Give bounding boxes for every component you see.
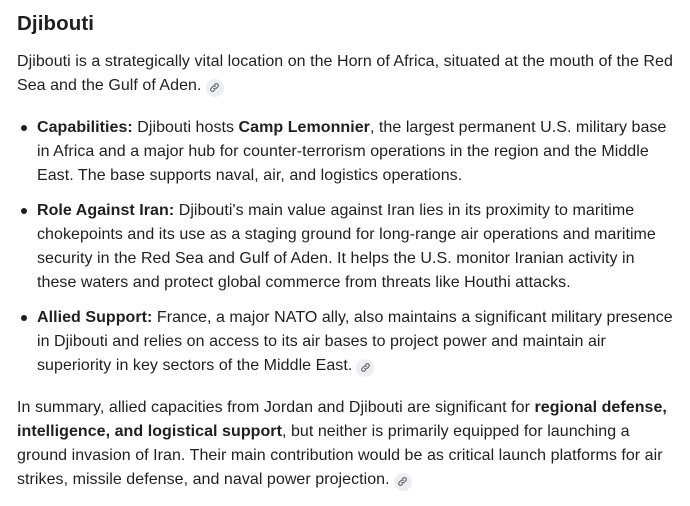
bullet-text: Djibouti hosts [132,119,239,136]
list-item-capabilities [17,116,678,188]
list-item-allied-support [17,306,678,378]
intro-text: Djibouti is a strategically vital location on the Horn of Africa, situated at the mouth of the Red Sea and the Gulf of Aden. [17,53,673,94]
bullet-list [17,116,678,378]
bullet-dot [21,315,27,321]
link-icon [360,362,371,373]
intro-paragraph [17,50,678,98]
bullet-label: Capabilities: [37,119,133,136]
list-item-role-against-iran [17,199,678,295]
summary-text: In summary, allied capacities from Jordan and Djibouti are significant for [17,399,535,416]
summary-text: , but neither is primarily equipped for launching a ground invasion of Iran. Their main contribution would be as critical launch platforms for air strikes, missile defense, and naval power projection. [17,423,663,488]
bullet-dot [21,125,27,131]
link-icon [209,82,220,93]
bullet-text: , the largest permanent U.S. military base in Africa and a major hub for counter-terrorism operations in the region and the Middle East. The base supports naval, air, and logistics operations. [37,119,667,184]
summary-paragraph [17,396,678,492]
source-link-button[interactable] [394,473,412,491]
bullet-dot [21,208,27,214]
bullet-text: Djibouti's main value against Iran lies in its proximity to maritime chokepoints and its use as a staging ground for long-range air operations and maritime security in the Red Sea and Gulf of Aden. It helps the U.S. monitor Iranian activity in these waters and protect global commerce from threats like Houthi attacks. [37,202,656,291]
summary-emphasis: regional defense, intelligence, and logistical support [17,399,667,440]
bullet-label: Role Against Iran: [37,202,175,219]
bullet-emphasis: Camp Lemonnier [238,119,370,136]
source-link-button[interactable] [356,359,374,377]
section-heading: Djibouti [17,12,95,35]
link-icon [397,476,408,487]
bullet-text: France, a major NATO ally, also maintains a significant military presence in Djibouti and relies on access to its air bases to project power and maintain air superiority in key sectors of the Middle East. [37,309,673,374]
source-link-button[interactable] [206,79,224,97]
bullet-label: Allied Support: [37,309,153,326]
